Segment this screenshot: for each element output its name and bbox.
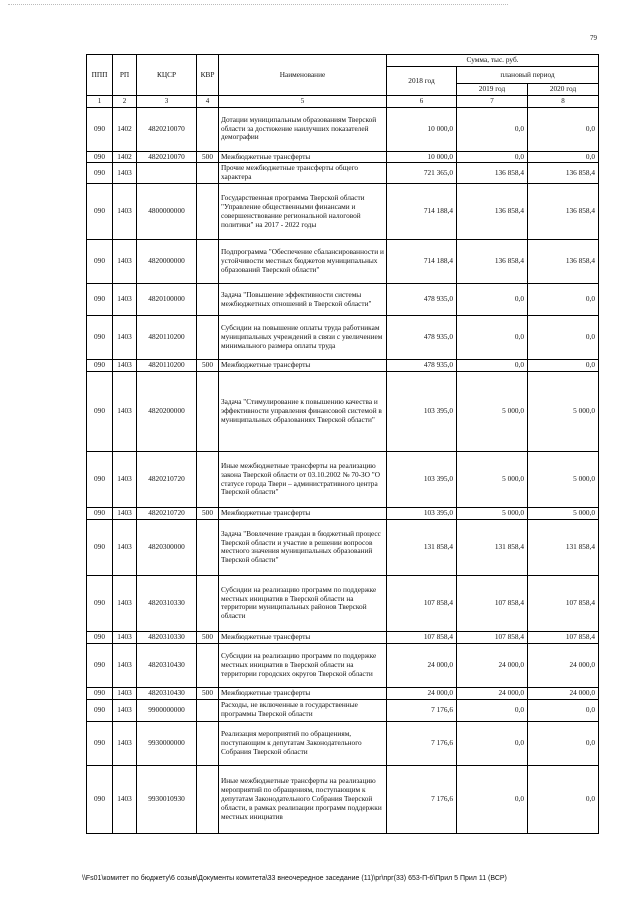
cell-2020: 0,0 xyxy=(528,316,599,360)
cell-2018: 103 395,0 xyxy=(387,372,457,452)
header-year-2019: 2019 год xyxy=(457,84,528,96)
cell-name: Задача "Вовлечение граждан в бюджетный процесс Тверской области и участие в решении вопросов местного значения муниципальных образований Тверской области" xyxy=(219,519,387,575)
cell-kvr xyxy=(197,721,219,765)
cell-rp: 1403 xyxy=(113,163,137,184)
cell-rp: 1403 xyxy=(113,643,137,687)
cell-2020: 0,0 xyxy=(528,107,599,151)
cell-kcsr: 4820110200 xyxy=(137,360,197,372)
cell-kvr xyxy=(197,163,219,184)
cell-2020: 136 858,4 xyxy=(528,163,599,184)
header-year-2018: 2018 год xyxy=(387,66,457,95)
cell-kcsr: 4820100000 xyxy=(137,284,197,316)
cell-2018: 107 858,4 xyxy=(387,631,457,643)
cell-name: Межбюджетные трансферты xyxy=(219,631,387,643)
page-number: 79 xyxy=(590,34,597,42)
table-row xyxy=(87,699,599,721)
cell-2020: 24 000,0 xyxy=(528,687,599,699)
cell-kvr xyxy=(197,575,219,631)
cell-ppp: 090 xyxy=(87,643,113,687)
table-row xyxy=(87,163,599,184)
cell-rp: 1402 xyxy=(113,107,137,151)
table-row xyxy=(87,765,599,833)
cell-rp: 1403 xyxy=(113,765,137,833)
cell-2019: 0,0 xyxy=(457,721,528,765)
cell-ppp: 090 xyxy=(87,151,113,163)
cell-2020: 107 858,4 xyxy=(528,575,599,631)
column-number: 5 xyxy=(219,96,387,108)
cell-2019: 136 858,4 xyxy=(457,184,528,240)
cell-2020: 0,0 xyxy=(528,151,599,163)
cell-2019: 0,0 xyxy=(457,284,528,316)
cell-name: Межбюджетные трансферты xyxy=(219,687,387,699)
cell-2020: 136 858,4 xyxy=(528,240,599,284)
cell-ppp: 090 xyxy=(87,575,113,631)
cell-ppp: 090 xyxy=(87,360,113,372)
cell-rp: 1403 xyxy=(113,687,137,699)
table-row xyxy=(87,721,599,765)
column-number: 2 xyxy=(113,96,137,108)
table-row xyxy=(87,372,599,452)
cell-kcsr: 4820310430 xyxy=(137,643,197,687)
table-row xyxy=(87,519,599,575)
cell-ppp: 090 xyxy=(87,519,113,575)
cell-name: Государственная программа Тверской области "Управление общественными финансами и совершенствование региональной налоговой политики" на 2017 - 2022 годы xyxy=(219,184,387,240)
cell-ppp: 090 xyxy=(87,372,113,452)
cell-ppp: 090 xyxy=(87,508,113,520)
cell-rp: 1403 xyxy=(113,372,137,452)
cell-2020: 24 000,0 xyxy=(528,643,599,687)
cell-kcsr: 4820200000 xyxy=(137,372,197,452)
table-header xyxy=(87,55,599,108)
cell-2018: 721 365,0 xyxy=(387,163,457,184)
cell-2018: 7 176,6 xyxy=(387,699,457,721)
cell-name: Иные межбюджетные трансферты на реализацию мероприятий по обращениям, поступающим к депутатам Законодательного Собрания Тверской области, в рамках реализации программ поддержки местных инициатив xyxy=(219,765,387,833)
budget-table xyxy=(86,54,599,834)
cell-kvr xyxy=(197,184,219,240)
cell-2018: 103 395,0 xyxy=(387,452,457,508)
cell-2019: 24 000,0 xyxy=(457,643,528,687)
cell-kvr xyxy=(197,284,219,316)
cell-ppp: 090 xyxy=(87,631,113,643)
cell-name: Межбюджетные трансферты xyxy=(219,360,387,372)
cell-2019: 136 858,4 xyxy=(457,240,528,284)
cell-kcsr: 4820310430 xyxy=(137,687,197,699)
cell-rp: 1403 xyxy=(113,240,137,284)
header-ppp: ППП xyxy=(87,55,113,96)
column-number: 8 xyxy=(528,96,599,108)
cell-rp: 1402 xyxy=(113,151,137,163)
cell-2018: 7 176,6 xyxy=(387,765,457,833)
cell-name: Расходы, не включенные в государственные программы Тверской области xyxy=(219,699,387,721)
cell-kcsr: 9900000000 xyxy=(137,699,197,721)
cell-kvr xyxy=(197,519,219,575)
cell-2020: 131 858,4 xyxy=(528,519,599,575)
cell-2019: 0,0 xyxy=(457,107,528,151)
column-number: 7 xyxy=(457,96,528,108)
cell-kvr: 500 xyxy=(197,151,219,163)
cell-name: Реализация мероприятий по обращениям, поступающим к депутатам Законодательного Собрания Тверской области xyxy=(219,721,387,765)
cell-kvr xyxy=(197,240,219,284)
header-name: Наименование xyxy=(219,55,387,96)
cell-rp: 1403 xyxy=(113,360,137,372)
cell-kcsr: 4820310330 xyxy=(137,575,197,631)
cell-2018: 478 935,0 xyxy=(387,316,457,360)
cell-2020: 5 000,0 xyxy=(528,452,599,508)
cell-2020: 0,0 xyxy=(528,284,599,316)
cell-2018: 478 935,0 xyxy=(387,360,457,372)
table-row xyxy=(87,643,599,687)
cell-rp: 1403 xyxy=(113,721,137,765)
cell-2018: 24 000,0 xyxy=(387,687,457,699)
header-year-2020: 2020 год xyxy=(528,84,599,96)
cell-2019: 5 000,0 xyxy=(457,452,528,508)
cell-2019: 107 858,4 xyxy=(457,631,528,643)
footer-file-path: \\Fs01\комитет по бюджету\6 созыв\Документы комитета\33 внеочередное заседание (11)\pr\прг(33) 653-П-6\Прил 5 Прил 11 (ВСР) xyxy=(82,875,507,882)
cell-rp: 1403 xyxy=(113,316,137,360)
cell-ppp: 090 xyxy=(87,240,113,284)
cell-kcsr: 9930000000 xyxy=(137,721,197,765)
header-kvr: КВР xyxy=(197,55,219,96)
cell-2020: 0,0 xyxy=(528,360,599,372)
cell-2020: 0,0 xyxy=(528,765,599,833)
cell-rp: 1403 xyxy=(113,631,137,643)
table-row xyxy=(87,508,599,520)
cell-2018: 131 858,4 xyxy=(387,519,457,575)
cell-kvr: 500 xyxy=(197,687,219,699)
cell-2020: 0,0 xyxy=(528,699,599,721)
cell-kvr xyxy=(197,316,219,360)
cell-kvr: 500 xyxy=(197,631,219,643)
cell-kcsr: 4820210720 xyxy=(137,452,197,508)
cell-2019: 24 000,0 xyxy=(457,687,528,699)
cell-ppp: 090 xyxy=(87,284,113,316)
cell-name: Подпрограмма "Обеспечение сбалансированности и устойчивости местных бюджетов муниципальных образований Тверской области" xyxy=(219,240,387,284)
cell-2020: 5 000,0 xyxy=(528,508,599,520)
cell-name: Субсидии на повышение оплаты труда работникам муниципальных учреждений в связи с увеличением минимального размера оплаты труда xyxy=(219,316,387,360)
cell-kvr xyxy=(197,699,219,721)
cell-ppp: 090 xyxy=(87,452,113,508)
cell-2018: 107 858,4 xyxy=(387,575,457,631)
cell-kvr: 500 xyxy=(197,360,219,372)
table-row xyxy=(87,360,599,372)
cell-ppp: 090 xyxy=(87,721,113,765)
cell-2019: 0,0 xyxy=(457,151,528,163)
cell-rp: 1403 xyxy=(113,452,137,508)
cell-kcsr: 4820110200 xyxy=(137,316,197,360)
header-planned-period: плановый период xyxy=(457,66,599,83)
cell-kvr xyxy=(197,452,219,508)
column-number: 4 xyxy=(197,96,219,108)
cell-kvr: 500 xyxy=(197,508,219,520)
cell-kcsr: 4820000000 xyxy=(137,240,197,284)
table-row xyxy=(87,316,599,360)
cell-kvr xyxy=(197,107,219,151)
cell-2019: 131 858,4 xyxy=(457,519,528,575)
cell-kcsr: 9930010930 xyxy=(137,765,197,833)
cell-kcsr: 4820210720 xyxy=(137,508,197,520)
cell-rp: 1403 xyxy=(113,699,137,721)
cell-2018: 10 000,0 xyxy=(387,151,457,163)
table-row xyxy=(87,687,599,699)
cell-2018: 10 000,0 xyxy=(387,107,457,151)
column-number: 3 xyxy=(137,96,197,108)
cell-name: Межбюджетные трансферты xyxy=(219,508,387,520)
cell-2019: 0,0 xyxy=(457,765,528,833)
cell-kcsr: 4820210070 xyxy=(137,107,197,151)
table-row xyxy=(87,284,599,316)
cell-name: Межбюджетные трансферты xyxy=(219,151,387,163)
cell-name: Прочие межбюджетные трансферты общего характера xyxy=(219,163,387,184)
cell-name: Иные межбюджетные трансферты на реализацию закона Тверской области от 03.10.2002 № 70-ЗО "О статусе города Твери – административного центра Тверской области" xyxy=(219,452,387,508)
cell-name: Дотации муниципальным образованиям Тверской области за достижение наилучших показателей демографии xyxy=(219,107,387,151)
cell-kcsr: 4820210070 xyxy=(137,151,197,163)
table-row xyxy=(87,151,599,163)
cell-ppp: 090 xyxy=(87,163,113,184)
cell-rp: 1403 xyxy=(113,519,137,575)
cell-rp: 1403 xyxy=(113,284,137,316)
cell-2019: 136 858,4 xyxy=(457,163,528,184)
header-sum: Сумма, тыс. руб. xyxy=(387,55,599,67)
cell-2020: 136 858,4 xyxy=(528,184,599,240)
cell-name: Субсидии на реализацию программ по поддержке местных инициатив в Тверской области на территории муниципальных районов Тверской области xyxy=(219,575,387,631)
top-rule xyxy=(8,4,508,5)
cell-ppp: 090 xyxy=(87,687,113,699)
cell-2018: 103 395,0 xyxy=(387,508,457,520)
cell-kvr xyxy=(197,372,219,452)
cell-2020: 0,0 xyxy=(528,721,599,765)
cell-kcsr: 4820300000 xyxy=(137,519,197,575)
cell-2018: 24 000,0 xyxy=(387,643,457,687)
cell-2019: 0,0 xyxy=(457,360,528,372)
cell-name: Субсидии на реализацию программ по поддержке местных инициатив в Тверской области на территории городских округов Тверской области xyxy=(219,643,387,687)
table-row xyxy=(87,240,599,284)
cell-kvr xyxy=(197,643,219,687)
column-number: 6 xyxy=(387,96,457,108)
table-row xyxy=(87,631,599,643)
cell-2019: 107 858,4 xyxy=(457,575,528,631)
cell-kcsr: 4820310330 xyxy=(137,631,197,643)
column-number: 1 xyxy=(87,96,113,108)
cell-2018: 714 188,4 xyxy=(387,240,457,284)
cell-2020: 5 000,0 xyxy=(528,372,599,452)
cell-2019: 5 000,0 xyxy=(457,372,528,452)
cell-kcsr xyxy=(137,163,197,184)
header-kcsr: КЦСР xyxy=(137,55,197,96)
cell-2020: 107 858,4 xyxy=(528,631,599,643)
cell-ppp: 090 xyxy=(87,699,113,721)
cell-2018: 478 935,0 xyxy=(387,284,457,316)
table-row xyxy=(87,452,599,508)
table-row xyxy=(87,184,599,240)
cell-rp: 1403 xyxy=(113,575,137,631)
cell-ppp: 090 xyxy=(87,316,113,360)
header-rp: РП xyxy=(113,55,137,96)
table-row xyxy=(87,107,599,151)
cell-ppp: 090 xyxy=(87,184,113,240)
cell-2019: 0,0 xyxy=(457,316,528,360)
cell-ppp: 090 xyxy=(87,765,113,833)
cell-2019: 0,0 xyxy=(457,699,528,721)
cell-name: Задача "Повышение эффективности системы межбюджетных отношений в Тверской области" xyxy=(219,284,387,316)
cell-rp: 1403 xyxy=(113,508,137,520)
cell-kvr xyxy=(197,765,219,833)
cell-ppp: 090 xyxy=(87,107,113,151)
table-row xyxy=(87,575,599,631)
cell-rp: 1403 xyxy=(113,184,137,240)
cell-2018: 714 188,4 xyxy=(387,184,457,240)
cell-2018: 7 176,6 xyxy=(387,721,457,765)
cell-name: Задача "Стимулирование к повышению качества и эффективности управления финансовой системой в муниципальных образованиях Тверской области" xyxy=(219,372,387,452)
table-body xyxy=(87,107,599,833)
cell-kcsr: 4800000000 xyxy=(137,184,197,240)
cell-2019: 5 000,0 xyxy=(457,508,528,520)
